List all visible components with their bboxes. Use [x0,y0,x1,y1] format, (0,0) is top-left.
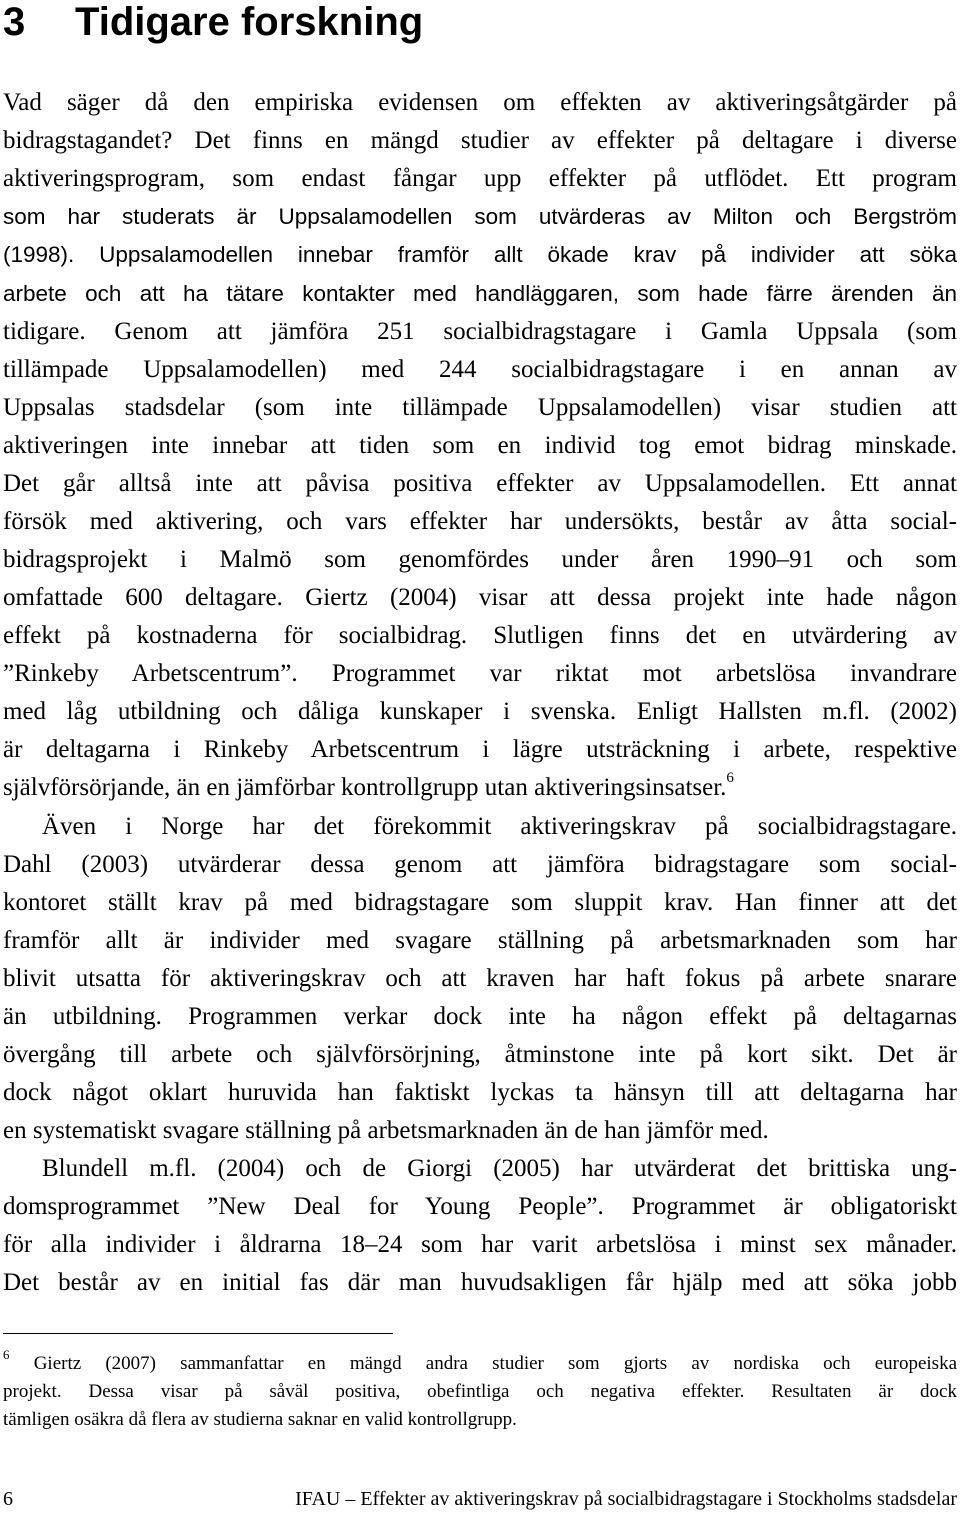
body-line: blivit utsatta för aktiveringskrav och att kraven har haft fokus på arbete snarare [3,965,957,992]
footnote-text: Giertz (2007) sammanfattar en mängd andra studier som gjorts av nordiska och europeiska [33,1353,957,1374]
body-line: för alla individer i åldrarna 18–24 som har varit arbetslösa i minst sex månader. [3,1231,957,1258]
section-number: 3 [3,0,26,44]
body-line: som har studerats är Uppsalamodellen som utvärderas av Milton och Bergström [3,204,957,229]
footnote-line: tämligen osäkra då flera av studierna saknar en valid kontrollgrupp. [3,1409,517,1430]
body-line: dock något oklart huruvida han faktiskt lyckas ta hänsyn till att deltagarna har [3,1079,957,1106]
body-line [3,770,957,806]
body-line: Blundell m.fl. (2004) och de Giorgi (2005) har utvärderat det brittiska ung- [42,1155,957,1182]
body-line: Det består av en initial fas där man huvudsakligen får hjälp med att söka jobb [3,1269,957,1296]
page-number: 6 [3,1488,13,1510]
footnote-marker: 6 [3,1350,10,1362]
footnote-line: projekt. Dessa visar på såväl positiva, obefintliga och negativa effekter. Resultaten är dock [3,1381,957,1402]
body-line: än utbildning. Programmen verkar dock inte ha någon effekt på deltagarnas [3,1003,957,1030]
body-line: aktiveringsprogram, som endast fångar upp effekter på utflödet. Ett program [3,165,957,192]
footnote-reference: 6 [726,770,734,786]
body-line: (1998). Uppsalamodellen innebar framför allt ökade krav på individer att söka [3,242,957,267]
body-line: en systematiskt svagare ställning på arbetsmarknaden än de han jämför med. [3,1117,769,1144]
body-line: Det går alltså inte att påvisa positiva effekter av Uppsalamodellen. Ett annat [3,470,957,497]
running-title: IFAU – Effekter av aktiveringskrav på socialbidragstagare i Stockholms stadsdelar [295,1488,957,1510]
body-line: bidragstagandet? Det finns en mängd studier av effekter på deltagare i diverse [3,127,957,154]
section-heading [3,0,423,50]
body-line: aktiveringen inte innebar att tiden som en individ tog emot bidrag minskade. [3,432,957,459]
body-line: bidragsprojekt i Malmö som genomfördes under åren 1990–91 och som [3,546,957,573]
body-line: framför allt är individer med svagare ställning på arbetsmarknaden som har [3,927,957,954]
body-line: domsprogrammet ”New Deal for Young People”. Programmet är obligatoriskt [3,1193,957,1220]
body-line: kontoret ställt krav på med bidragstagare som sluppit krav. Han finner att det [3,889,957,916]
footnote-divider [3,1333,393,1334]
body-line: ”Rinkeby Arbetscentrum”. Programmet var riktat mot arbetslösa invandrare [3,660,957,687]
body-line: tillämpade Uppsalamodellen) med 244 socialbidragstagare i en annan av [3,356,957,383]
body-line: omfattade 600 deltagare. Giertz (2004) visar att dessa projekt inte hade någon [3,584,957,611]
body-line: effekt på kostnaderna för socialbidrag. Slutligen finns det en utvärdering av [3,622,957,649]
section-title: Tidigare forskning [75,0,424,44]
body-line-text: självförsörjande, än en jämförbar kontrollgrupp utan aktiveringsinsatser. [3,774,727,801]
footnote-line [3,1350,957,1378]
body-line: Även i Norge har det förekommit aktiveringskrav på socialbidragstagare. [42,813,957,840]
body-line: Vad säger då den empiriska evidensen om effekten av aktiveringsåtgärder på [3,89,957,116]
body-line: Uppsalas stadsdelar (som inte tillämpade Uppsalamodellen) visar studien att [3,394,957,421]
body-line: med låg utbildning och dåliga kunskaper i svenska. Enligt Hallsten m.fl. (2002) [3,698,957,725]
body-line: är deltagarna i Rinkeby Arbetscentrum i lägre utsträckning i arbete, respektive [3,736,957,763]
body-line: tidigare. Genom att jämföra 251 socialbidragstagare i Gamla Uppsala (som [3,318,957,345]
body-line: Dahl (2003) utvärderar dessa genom att jämföra bidragstagare som social- [3,851,957,878]
body-line: övergång till arbete och självförsörjning, åtminstone inte på kort sikt. Det är [3,1041,957,1068]
body-line: arbete och att ha tätare kontakter med handläggaren, som hade färre ärenden än [3,281,957,306]
body-line: försök med aktivering, och vars effekter har undersökts, består av åtta social- [3,508,957,535]
